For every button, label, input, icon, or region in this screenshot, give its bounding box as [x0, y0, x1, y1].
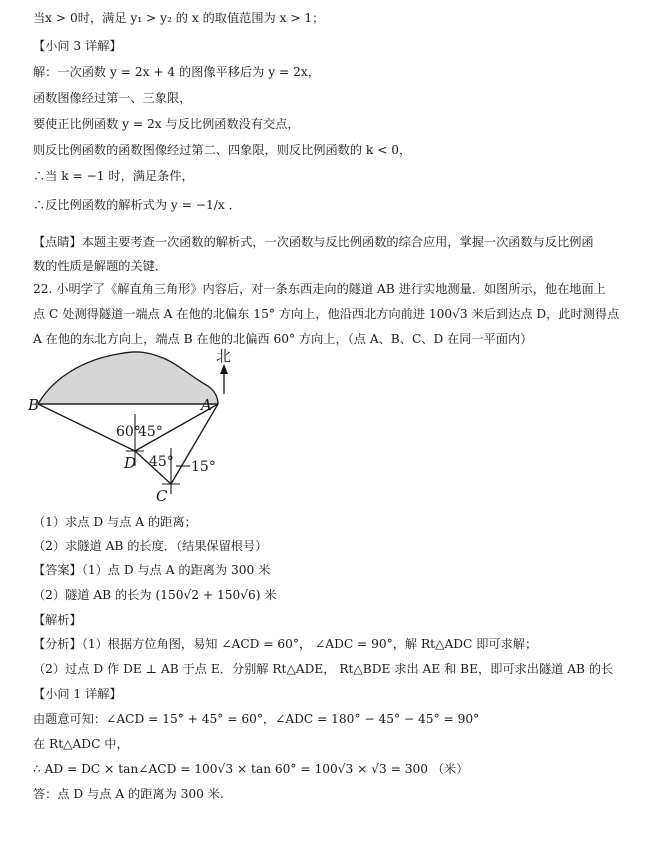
text-line-7: ∴当 k = −1 时，满足条件，	[33, 169, 194, 183]
text-line-25: 答：点 D 与点 A 的距离为 300 米.	[33, 787, 224, 801]
point-d-label: D	[124, 454, 137, 472]
text-line-23: 在 Rt△ADC 中，	[33, 737, 129, 751]
north-label: 北	[216, 348, 232, 365]
text-line-14: （1）求点 D 与点 A 的距离；	[33, 515, 197, 529]
text-line-9: 【点睛】本题主要考查一次函数的解析式，一次函数与反比例函数的综合应用，掌握一次函数与反比例函	[33, 235, 594, 249]
text-line-17: （2）隧道 AB 的长为 (150√2 + 150√6) 米	[33, 588, 277, 602]
angle-45-top-label: 45°	[138, 424, 163, 440]
text-line-21: 【小问 1 详解】	[33, 687, 122, 701]
point-c-label: C	[156, 487, 168, 505]
text-line-3: 解：一次函数 y = 2x + 4 的图像平移后为 y = 2x，	[33, 65, 320, 79]
text-line-20: （2）过点 D 作 DE ⊥ AB 于点 E．分别解 Rt△ADE， Rt△BDE 求出 AE 和 BE，即可求出隧道 AB 的长	[33, 662, 614, 676]
tunnel-region	[38, 352, 218, 404]
angle-60-label: 60°	[116, 424, 141, 440]
text-line-11: 22. 小明学了《解直角三角形》内容后，对一条东西走向的隧道 AB 进行实地测量．如图所示，他在地面上	[33, 282, 606, 296]
text-line-10: 数的性质是解题的关键．	[33, 259, 168, 273]
text-line-24: ∴ AD = DC × tan∠ACD = 100√3 × tan 60° = 100√3 × √3 = 300 （米）	[33, 762, 469, 776]
angle-15-label: 15°	[191, 459, 216, 475]
text-line-22: 由题意可知：∠ACD = 15° + 45° = 60°，∠ADC = 180° − 45° − 45° = 90°	[33, 712, 480, 726]
text-line-12: 点 C 处测得隧道一端点 A 在他的北偏东 15° 方向上，他沿西北方向前进 100√3 米后到达点 D，此时测得点	[33, 307, 620, 321]
point-b-label: B	[28, 396, 40, 414]
north-arrow	[220, 364, 228, 394]
text-line-18: 【解析】	[33, 613, 82, 627]
text-line-8: ∴反比例函数的解析式为 y = −1/x ．	[33, 198, 241, 212]
text-line-16: 【答案】（1）点 D 与点 A 的距离为 300 米	[33, 563, 271, 577]
angle-45-d-label: 45°	[149, 454, 174, 470]
text-line-6: 则反比例函数的函数图像经过第二、四象限，则反比例函数的 k < 0，	[33, 143, 412, 157]
tunnel-survey-diagram	[28, 348, 253, 508]
text-line-1: 当x > 0时，满足 y₁ > y₂ 的 x 的取值范围为 x > 1；	[33, 11, 325, 25]
text-line-5: 要使正比例函数 y = 2x 与反比例函数没有交点，	[33, 117, 300, 131]
text-line-13: A 在他的东北方向上，端点 B 在他的北偏西 60° 方向上，（点 A、B、C、D 在同一平面内）	[33, 332, 533, 346]
text-line-15: （2）求隧道 AB 的长度．（结果保留根号）	[33, 539, 268, 553]
text-line-4: 函数图像经过第一、三象限，	[33, 91, 192, 105]
point-a-label: A	[201, 396, 212, 414]
text-line-19: 【分析】（1）根据方位角图，易知 ∠ACD = 60°， ∠ADC = 90°，解 Rt△ADC 即可求解；	[33, 637, 538, 651]
text-line-2: 【小问 3 详解】	[33, 39, 122, 53]
